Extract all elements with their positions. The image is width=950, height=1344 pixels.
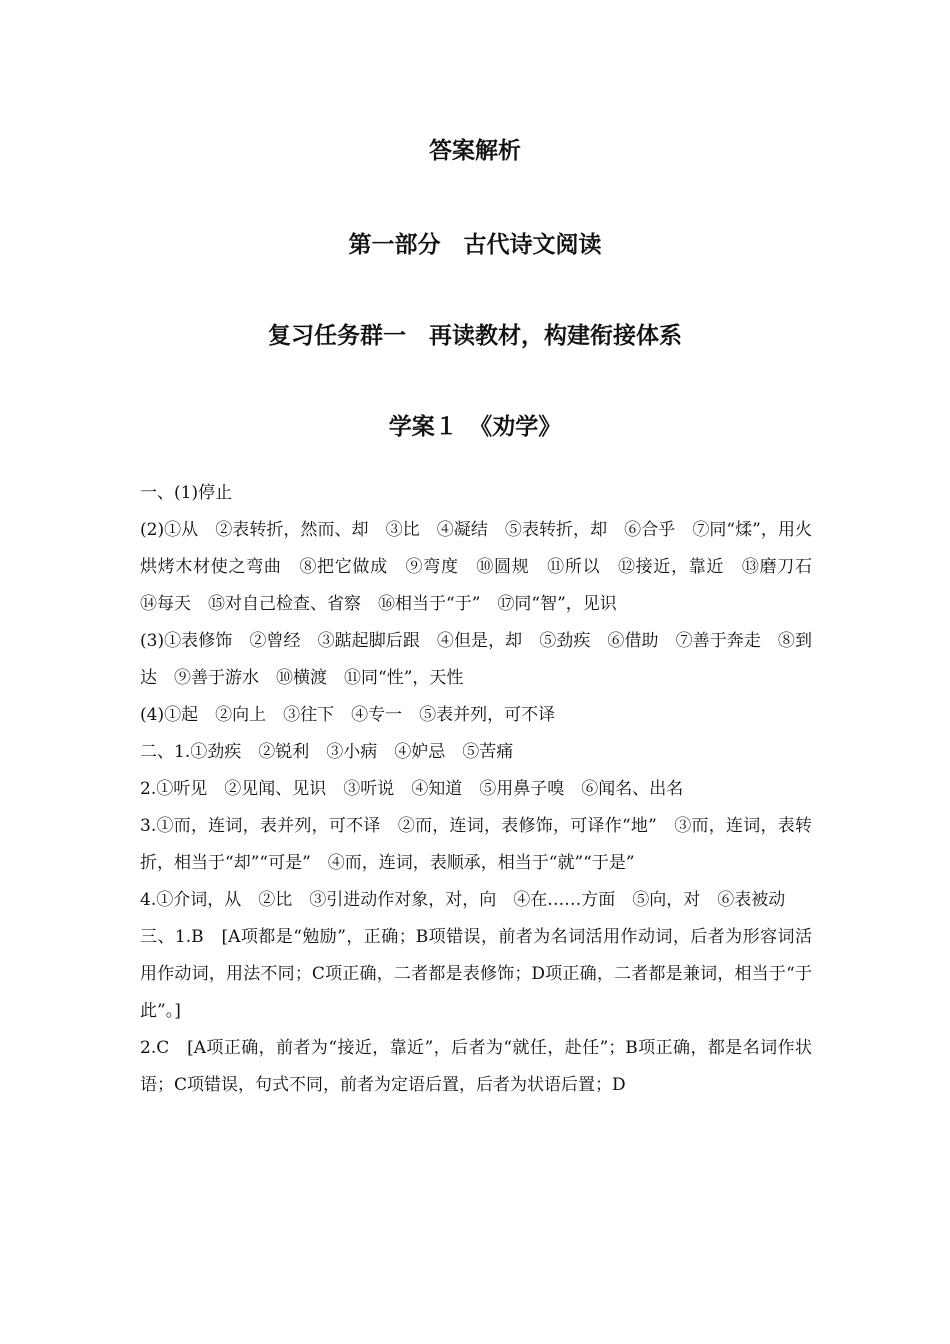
answer-paragraph: (2)①从 ②表转折，然而、却 ③比 ④凝结 ⑤表转折，却 ⑥合乎 ⑦同“煣”，用火烘烤木材使之弯曲 ⑧把它做成 ⑨弯度 ⑩圆规 ⑪所以 ⑫接近，靠近 ⑬磨刀石 ⑭每天 ⑮对自己检查、省察 ⑯相当于“于” ⑰同“智”，见识 <box>140 520 829 614</box>
answer-paragraph: 3.①而，连词，表并列，可不译 ②而，连词，表修饰，可译作“地” ③而，连词，表转折，相当于“却”“可是” ④而，连词，表顺承，相当于“就”“于是” <box>140 816 812 873</box>
answer-paragraph: 2.C [A项正确，前者为“接近，靠近”，后者为“就任，赴任”；B项正确，都是名词作状语；C项错误，句式不同，前者为定语后置，后者为状语后置；D <box>140 1038 812 1095</box>
answer-paragraph: 二、1.①劲疾 ②锐利 ③小病 ④妒忌 ⑤苦痛 <box>140 742 514 762</box>
part-heading: 第一部分 古代诗文阅读 <box>348 232 602 258</box>
answer-title: 答案解析 <box>429 138 521 164</box>
answer-paragraph: 一、(1)停止 <box>140 483 233 503</box>
answer-paragraph: 4.①介词，从 ②比 ③引进动作对象，对，向 ④在……方面 ⑤向，对 ⑥表被动 <box>140 890 786 910</box>
task-group-heading: 复习任务群一 再读教材，构建衔接体系 <box>268 323 682 349</box>
answer-paragraph: (3)①表修饰 ②曾经 ③踮起脚后跟 ④但是，却 ⑤劲疾 ⑥借助 ⑦善于奔走 ⑧到达 ⑨善于游水 ⑩横渡 ⑪同“性”，天性 <box>140 631 812 688</box>
answer-body <box>140 475 829 1104</box>
answer-paragraph: (4)①起 ②向上 ③往下 ④专一 ⑤表并列，可不译 <box>140 705 556 725</box>
lesson-heading: 学案１ 《劝学》 <box>388 414 562 440</box>
answer-paragraph: 2.①听见 ②见闻、见识 ③听说 ④知道 ⑤用鼻子嗅 ⑥闻名、出名 <box>140 779 684 799</box>
answer-paragraph: 三、1.B [A项都是“勉励”，正确；B项错误，前者为名词活用作动词，后者为形容词活用作动词，用法不同；C项正确，二者都是表修饰；D项正确，二者都是兼词，相当于“于此”。] <box>140 927 812 1021</box>
